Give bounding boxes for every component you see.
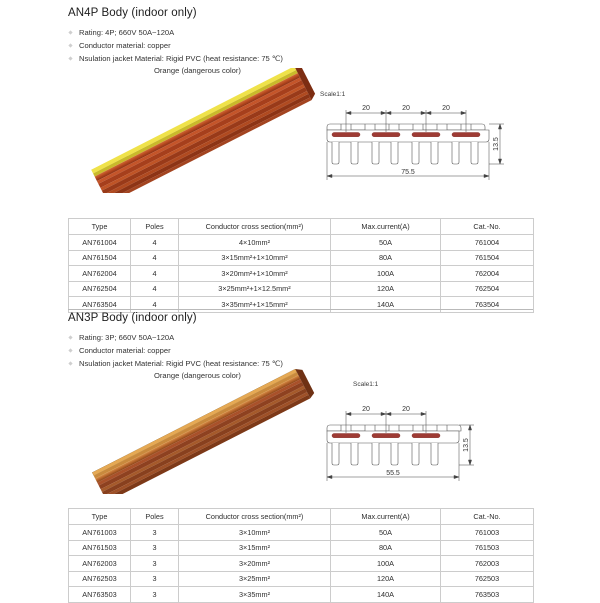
pitch-label-1: 20 — [362, 105, 370, 112]
total-width-label: 55.5 — [386, 470, 400, 477]
cell-type: AN763504 — [69, 297, 131, 313]
cell-poles: 4 — [131, 250, 179, 266]
table-row — [69, 281, 534, 297]
cell-cat-no: 762003 — [441, 556, 534, 572]
spec-subline-color-an3p: Orange (dangerous color) — [154, 371, 241, 380]
table-header-row — [69, 509, 534, 525]
cell-poles: 3 — [131, 587, 179, 603]
cell-max-current: 80A — [331, 250, 441, 266]
cell-cross: 4×10mm² — [179, 235, 331, 251]
cell-max-current: 140A — [331, 587, 441, 603]
spec-bullet-text: Nsulation jacket Material: Rigid PVC (heat resistance: 75 ℃) — [79, 359, 283, 368]
col-header-poles: Poles — [131, 219, 179, 235]
cell-cross: 3×35mm²+1×15mm² — [179, 297, 331, 313]
cell-cross: 3×20mm²+1×10mm² — [179, 266, 331, 282]
bullet-diamond-icon — [68, 43, 72, 47]
bullet-diamond-icon — [68, 335, 72, 339]
cell-type: AN761003 — [69, 525, 131, 541]
cell-cat-no: 762504 — [441, 281, 534, 297]
cell-max-current: 80A — [331, 540, 441, 556]
spec-bullet-conductor — [68, 39, 533, 52]
height-label: 13.5 — [463, 438, 470, 452]
table-header-row — [69, 219, 534, 235]
cell-cross: 3×15mm² — [179, 540, 331, 556]
pitch-label-3: 20 — [442, 105, 450, 112]
cell-cat-no: 762503 — [441, 571, 534, 587]
col-header-poles: Poles — [131, 509, 179, 525]
scale-label-an3p: Scale1:1 — [353, 381, 379, 388]
section-title-an4p: AN4P Body (indoor only) — [68, 7, 197, 19]
spec-bullet-text: Nsulation jacket Material: Rigid PVC (heat resistance: 75 ℃) — [79, 54, 283, 63]
section-divider — [68, 309, 533, 310]
cell-type: AN761503 — [69, 540, 131, 556]
height-label: 13.5 — [493, 137, 500, 151]
cell-cat-no: 761004 — [441, 235, 534, 251]
cell-type: AN761504 — [69, 250, 131, 266]
section-an3p — [68, 311, 533, 477]
cell-cross: 3×20mm² — [179, 556, 331, 572]
section-title-an3p: AN3P Body (indoor only) — [68, 312, 197, 324]
cell-type: AN762003 — [69, 556, 131, 572]
pitch-label-1: 20 — [362, 406, 370, 413]
cell-cross: 3×15mm²+1×10mm² — [179, 250, 331, 266]
spec-bullet-list-an3p — [68, 331, 533, 370]
spec-table-an3p — [68, 508, 534, 603]
table-row — [69, 556, 534, 572]
cell-type: AN762504 — [69, 281, 131, 297]
table-row — [69, 250, 534, 266]
cell-cat-no: 762004 — [441, 266, 534, 282]
spec-table-an4p — [68, 218, 534, 313]
col-header-max-current: Max.current(A) — [331, 219, 441, 235]
pitch-label-2: 20 — [402, 105, 410, 112]
cell-type: AN762503 — [69, 571, 131, 587]
cell-max-current: 120A — [331, 281, 441, 297]
cell-max-current: 120A — [331, 571, 441, 587]
cell-poles: 4 — [131, 266, 179, 282]
bullet-diamond-icon — [68, 361, 72, 365]
cell-poles: 3 — [131, 525, 179, 541]
col-header-cat-no: Cat.-No. — [441, 509, 534, 525]
bullet-diamond-icon — [68, 30, 72, 34]
cell-poles: 4 — [131, 281, 179, 297]
cell-cross: 3×25mm²+1×12.5mm² — [179, 281, 331, 297]
spec-bullet-text: Rating: 4P; 660V 50A~120A — [79, 28, 175, 37]
cell-poles: 3 — [131, 540, 179, 556]
cell-cat-no: 763504 — [441, 297, 534, 313]
col-header-cross-section: Conductor cross section(mm²) — [179, 509, 331, 525]
cell-max-current: 100A — [331, 556, 441, 572]
cell-max-current: 100A — [331, 266, 441, 282]
col-header-cross-section: Conductor cross section(mm²) — [179, 219, 331, 235]
dimension-drawing-an4p — [318, 86, 533, 196]
cell-poles: 3 — [131, 556, 179, 572]
cell-cat-no: 761504 — [441, 250, 534, 266]
spec-bullet-rating — [68, 331, 533, 344]
col-header-type: Type — [69, 219, 131, 235]
bullet-diamond-icon — [68, 56, 72, 60]
bullet-diamond-icon — [68, 348, 72, 352]
spec-bullet-insulation — [68, 52, 533, 65]
cell-cross: 3×10mm² — [179, 525, 331, 541]
table-row — [69, 571, 534, 587]
col-header-cat-no: Cat.-No. — [441, 219, 534, 235]
cell-poles: 4 — [131, 297, 179, 313]
cell-max-current: 140A — [331, 297, 441, 313]
cell-max-current: 50A — [331, 525, 441, 541]
col-header-max-current: Max.current(A) — [331, 509, 441, 525]
total-width-label: 75.5 — [401, 169, 415, 176]
table-row — [69, 235, 534, 251]
col-header-type: Type — [69, 509, 131, 525]
cell-type: AN763503 — [69, 587, 131, 603]
spec-bullet-text: Conductor material: copper — [79, 41, 171, 50]
cell-type: AN762004 — [69, 266, 131, 282]
cell-cross: 3×35mm² — [179, 587, 331, 603]
cell-cross: 3×25mm² — [179, 571, 331, 587]
spec-bullet-conductor — [68, 344, 533, 357]
cell-poles: 4 — [131, 235, 179, 251]
spec-subline-color-an4p: Orange (dangerous color) — [154, 66, 241, 75]
product-photo-an4p — [80, 68, 320, 193]
dimension-drawing-an3p — [318, 377, 533, 497]
cell-cat-no: 761003 — [441, 525, 534, 541]
table-row — [69, 266, 534, 282]
cell-poles: 3 — [131, 571, 179, 587]
spec-bullet-text: Rating: 3P; 660V 50A~120A — [79, 333, 175, 342]
cell-type: AN761004 — [69, 235, 131, 251]
spec-bullet-text: Conductor material: copper — [79, 346, 171, 355]
scale-label-an4p: Scale1:1 — [320, 91, 346, 98]
table-row — [69, 540, 534, 556]
section-an4p — [68, 6, 533, 176]
table-row — [69, 525, 534, 541]
cell-cat-no: 761503 — [441, 540, 534, 556]
spec-bullet-list-an4p — [68, 26, 533, 65]
cell-max-current: 50A — [331, 235, 441, 251]
product-photo-an3p — [80, 369, 320, 494]
cell-cat-no: 763503 — [441, 587, 534, 603]
pitch-label-2: 20 — [402, 406, 410, 413]
spec-bullet-rating — [68, 26, 533, 39]
